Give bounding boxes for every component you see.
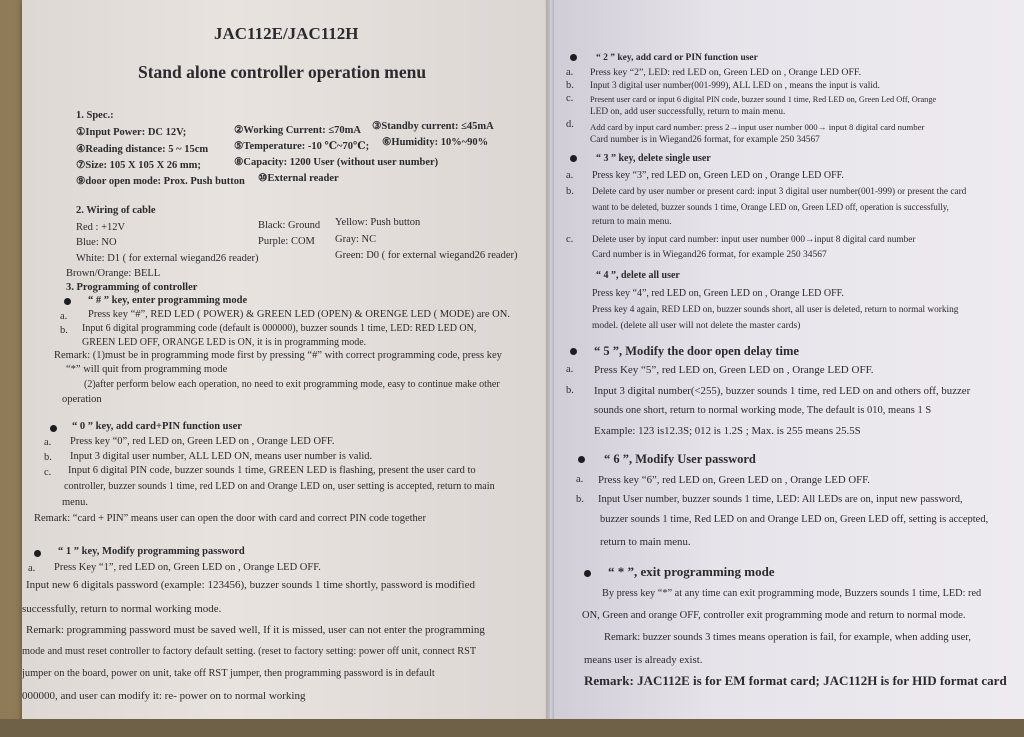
list-marker: a. [28, 563, 36, 574]
key1-heading: “ 1 ” key, Modify programming password [58, 546, 245, 557]
hash-key-heading: “ # ” key, enter programming mode [88, 295, 248, 306]
key5-step-b: Input 3 digital number(<255), buzzer sounds 1 time, red LED on and others off, buzzer [594, 385, 971, 397]
key6-heading: “ 6 ”, Modify User password [604, 452, 756, 466]
list-marker: a. [566, 170, 574, 181]
wiring-item: Gray: NC [335, 234, 377, 245]
key3-step-b: Delete card by user number or present card: input 3 digital user number(001-999) or present the card [592, 187, 967, 197]
key4-heading: “ 4 ”, delete all user [596, 270, 680, 281]
keystar-heading: “ * ”, exit programming mode [608, 564, 775, 579]
key4-text: model. (delete all user will not delete the master cards) [592, 321, 801, 331]
key2-step-b: Input 3 digital user number(001-999), ALL LED on , means the input is valid. [590, 81, 880, 91]
key3-step-c-cont: Card number is in Wiegand26 format, for example 250 34567 [592, 250, 827, 260]
list-marker: b. [566, 80, 574, 91]
spec-item: ②Working Current: ≤70mA [234, 125, 361, 136]
key6-step-b-cont: return to main menu. [600, 536, 691, 548]
key3-heading: “ 3 ” key, delete single user [596, 153, 711, 164]
key6-step-b: Input User number, buzzer sounds 1 time, LED: All LEDs are on, input new password, [598, 494, 963, 505]
bullet-icon [570, 348, 577, 355]
list-marker: a. [566, 364, 574, 375]
list-marker: b. [60, 325, 68, 336]
hash-key-remark: “*” will quit from programming mode [66, 364, 228, 375]
bullet-icon [50, 425, 57, 432]
key1-text: jumper on the board, power on unit, take off RST jumper, then programming password is in default [22, 668, 435, 679]
wiring-item: Yellow: Push button [335, 217, 421, 228]
key2-step-c: Present user card or input 6 digital PIN code, buzzer sound 1 time, Red LED on, Green Led Off, Orange [590, 95, 937, 104]
key2-step-c-cont: LED on, add user successfully, return to main menu. [590, 107, 786, 117]
spec-item: ⑩External reader [258, 173, 339, 184]
list-marker: c. [44, 467, 52, 478]
wiring-item: White: D1 ( for external wiegand26 reader) [76, 253, 259, 264]
hash-key-remark: operation [62, 394, 102, 405]
list-marker: b. [566, 385, 574, 396]
key0-step-b: Input 3 digital user number, ALL LED ON, means user number is valid. [70, 451, 373, 462]
key1-step-a: Press Key “1”, red LED on, Green LED on , Orange LED OFF. [54, 562, 321, 573]
table-surface [0, 719, 1024, 737]
bullet-icon [570, 155, 577, 162]
key0-remark: Remark: “card + PIN” means user can open the door with card and correct PIN code together [34, 513, 426, 524]
list-marker: b. [44, 452, 52, 463]
final-remark: Remark: JAC112E is for EM format card; JAC112H is for HID format card [584, 673, 1007, 688]
key0-step-a: Press key “0”, red LED on, Green LED on , Orange LED OFF. [70, 436, 335, 447]
hash-key-remark: Remark: (1)must be in programming mode first by pressing “#” with correct programming code, press key [54, 350, 502, 361]
key0-step-c: Input 6 digital PIN code, buzzer sounds 1 time, GREEN LED is flashing, present the user card to [68, 465, 476, 476]
document-subtitle: Stand alone controller operation menu [138, 62, 427, 82]
list-marker: a. [44, 437, 52, 448]
key5-example: Example: 123 is12.3S; 012 is 1.2S ; Max. is 255 means 25.5S [594, 425, 861, 437]
spec-item: ⑤Temperature: -10 ℃~70℃; [234, 141, 370, 152]
key1-text: successfully, return to normal working mode. [22, 603, 222, 615]
programming-heading: 3. Programming of controller [66, 282, 198, 293]
left-page [22, 0, 550, 737]
key1-text: 000000, and user can modify it: re- power on to normal working [22, 690, 306, 702]
document-title: JAC112E/JAC112H [214, 24, 359, 43]
key3-step-b-cont: want to be deleted, buzzer sounds 1 time, Orange LED on, Green LED off, operation is successfully, [592, 202, 949, 212]
spec-item: ⑧Capacity: 1200 User (without user number) [234, 157, 439, 168]
bullet-icon [64, 298, 71, 305]
spec-item: ④Reading distance: 5 ~ 15cm [76, 144, 209, 155]
key1-text: mode and must reset controller to factory default setting. (reset to factory setting: power off unit, connect RST [22, 646, 477, 657]
key1-text: Remark: programming password must be saved well, If it is missed, user can not enter the programming [26, 624, 485, 636]
key2-step-d: Add card by input card number: press 2→input user number 000→ input 8 digital card number [590, 122, 925, 132]
list-marker: a. [576, 474, 584, 485]
keystar-text: means user is already exist. [584, 654, 703, 666]
key0-step-c-cont: controller, buzzer sounds 1 time, red LED on and Orange LED on, user setting is accepted, return to main [64, 481, 495, 492]
wiring-item: Green: D0 ( for external wiegand26 reader) [335, 250, 518, 261]
right-page [550, 0, 1024, 737]
hash-key-step-a: Press key “#”, RED LED ( POWER) & GREEN LED (OPEN) & ORENGE LED ( MODE) are ON. [88, 309, 510, 320]
key2-step-d-cont: Card number is in Wiegand26 format, for example 250 34567 [590, 135, 820, 145]
hash-key-step-b-cont: GREEN LED OFF, ORANGE LED is ON, it is in programming mode. [82, 337, 367, 348]
key4-text: Press key 4 again, RED LED on, buzzer sounds short, all user is deleted, return to normal working [592, 305, 959, 315]
key5-heading: “ 5 ”, Modify the door open delay time [594, 344, 799, 358]
keystar-text: By press key “*” at any time can exit programming mode, Buzzers sounds 1 time, LED: red [602, 588, 982, 599]
bullet-icon [570, 54, 577, 61]
wiring-item: Black: Ground [258, 220, 321, 231]
spec-item: ⑨door open mode: Prox. Push button [76, 176, 245, 187]
list-marker: b. [576, 494, 584, 505]
list-marker: c. [566, 234, 574, 245]
page-fold [546, 0, 554, 737]
key6-step-b-cont: buzzer sounds 1 time, Red LED on and Orange LED on, Green LED off, setting is accepted, [600, 514, 989, 525]
key3-step-b-cont: return to main menu. [592, 217, 672, 227]
spec-item: ③Standby current: ≤45mA [372, 121, 494, 132]
spec-item: ⑥Humidity: 10%~90% [382, 137, 489, 148]
wiring-item: Blue: NO [76, 237, 117, 248]
key0-heading: “ 0 ” key, add card+PIN function user [72, 421, 242, 432]
spec-item: ①Input Power: DC 12V; [76, 127, 187, 138]
key5-step-b-cont: sounds one short, return to normal working mode, The default is 010, means 1 S [594, 405, 932, 416]
list-marker: b. [566, 186, 574, 197]
hash-key-step-b: Input 6 digital programming code (default is 000000), buzzer sounds 1 time, LED: RED LED ON, [82, 323, 477, 334]
key5-step-a: Press Key “5”, red LED on, Green LED on , Orange LED OFF. [594, 364, 874, 376]
wiring-heading: 2. Wiring of cable [76, 205, 156, 216]
key1-text: Input new 6 digitals password (example: 123456), buzzer sounds 1 time shortly, password is modified [26, 579, 475, 591]
key6-step-a: Press key “6”, red LED on, Green LED on , Orange LED OFF. [598, 474, 870, 486]
key2-step-a: Press key “2”, LED: red LED on, Green LED on , Orange LED OFF. [590, 67, 862, 78]
list-marker: a. [566, 67, 574, 78]
bullet-icon [578, 456, 585, 463]
key2-heading: “ 2 ” key, add card or PIN function user [596, 53, 758, 63]
list-marker: a. [60, 311, 68, 322]
spec-heading: 1. Spec.: [76, 110, 114, 121]
key3-step-a: Press key “3”, red LED on, Green LED on , Orange LED OFF. [592, 170, 844, 181]
keystar-text: Remark: buzzer sounds 3 times means operation is fail, for example, when adding user, [604, 632, 971, 643]
bullet-icon [584, 570, 591, 577]
wiring-item: Brown/Orange: BELL [66, 268, 161, 279]
list-marker: c. [566, 93, 574, 104]
keystar-text: ON, Green and orange OFF, controller exit programming mode and return to normal mode. [582, 610, 966, 621]
list-marker: d. [566, 119, 574, 130]
bullet-icon [34, 550, 41, 557]
wiring-item: Purple: COM [258, 236, 315, 247]
key4-text: Press key “4”, red LED on, Green LED on , Orange LED OFF. [592, 288, 844, 299]
wiring-item: Red : +12V [76, 222, 126, 233]
hash-key-remark: (2)after perform below each operation, no need to exit programming mode, easy to continue make other [84, 379, 500, 390]
key3-step-c: Delete user by input card number: input user number 000→input 8 digital card number [592, 235, 916, 245]
key0-step-c-cont: menu. [62, 497, 88, 508]
spec-item: ⑦Size: 105 X 105 X 26 mm; [76, 160, 201, 171]
